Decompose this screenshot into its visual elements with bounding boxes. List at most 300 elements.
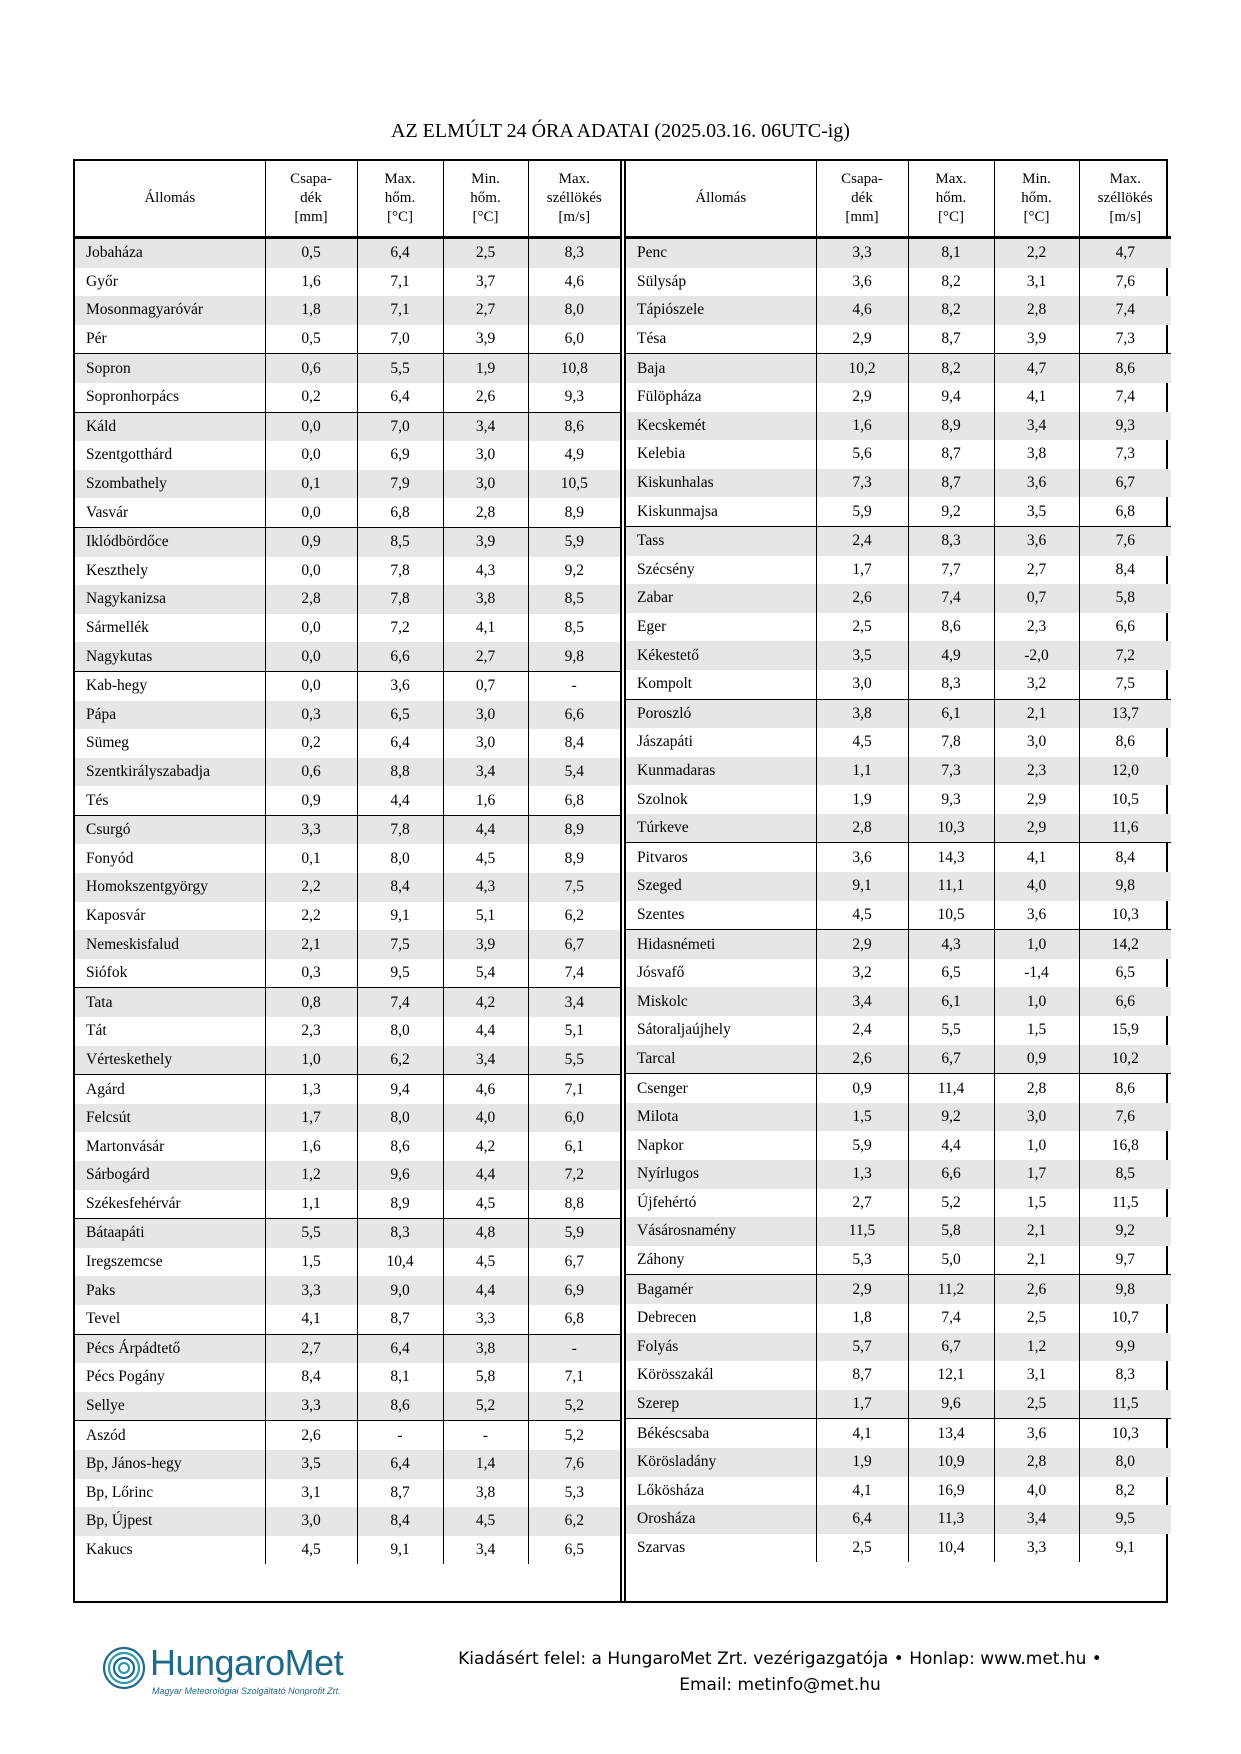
- station-name-cell: Agárd: [75, 1075, 265, 1104]
- station-name-cell: Sülysáp: [626, 268, 816, 297]
- max-gust-cell: 13,7: [1079, 699, 1171, 728]
- max-gust-cell: 7,3: [1079, 440, 1171, 469]
- station-name-cell: Jósvafő: [626, 959, 816, 988]
- precipitation-cell: 2,6: [816, 584, 908, 613]
- precipitation-cell: 0,0: [265, 614, 357, 643]
- max-gust-cell: 5,9: [528, 1219, 620, 1248]
- header-max-gust: Max. széllökés [m/s]: [528, 161, 620, 238]
- min-temp-cell: -1,4: [994, 959, 1079, 988]
- max-gust-cell: 8,9: [528, 844, 620, 873]
- min-temp-cell: 3,8: [994, 440, 1079, 469]
- table-row: [75, 1536, 620, 1565]
- max-temp-cell: 11,4: [908, 1074, 994, 1103]
- table-row: [75, 527, 620, 556]
- max-gust-cell: 9,5: [1079, 1505, 1171, 1534]
- min-temp-cell: -2,0: [994, 641, 1079, 670]
- table-row: [626, 1275, 1171, 1304]
- max-gust-cell: 5,1: [528, 1017, 620, 1046]
- precipitation-cell: 5,7: [816, 1333, 908, 1362]
- precipitation-cell: 1,7: [816, 1390, 908, 1419]
- precipitation-cell: 0,0: [265, 498, 357, 527]
- max-gust-cell: 7,5: [528, 873, 620, 902]
- min-temp-cell: 3,6: [994, 469, 1079, 498]
- max-gust-cell: 5,9: [528, 527, 620, 556]
- precipitation-cell: 1,2: [265, 1161, 357, 1190]
- max-temp-cell: 8,3: [908, 670, 994, 699]
- table-row: [626, 987, 1171, 1016]
- table-row: [626, 1333, 1171, 1362]
- min-temp-cell: 2,5: [994, 1390, 1079, 1419]
- min-temp-cell: 2,9: [994, 785, 1079, 814]
- max-temp-cell: 6,1: [908, 987, 994, 1016]
- station-name-cell: Paks: [75, 1276, 265, 1305]
- max-temp-cell: 8,7: [908, 325, 994, 354]
- table-row: [75, 1132, 620, 1161]
- table-row: [626, 440, 1171, 469]
- station-name-cell: Kelebia: [626, 440, 816, 469]
- station-name-cell: Miskolc: [626, 987, 816, 1016]
- table-row: [626, 930, 1171, 959]
- max-temp-cell: 9,5: [357, 959, 443, 988]
- precipitation-cell: 3,6: [816, 268, 908, 297]
- station-name-cell: Kiskunmajsa: [626, 497, 816, 526]
- precipitation-cell: 0,0: [265, 441, 357, 470]
- table-row: [75, 325, 620, 354]
- precipitation-cell: 5,9: [816, 1131, 908, 1160]
- max-gust-cell: 5,5: [528, 1046, 620, 1075]
- min-temp-cell: 3,4: [443, 1046, 528, 1075]
- table-row: [626, 901, 1171, 930]
- max-temp-cell: 8,3: [357, 1219, 443, 1248]
- max-gust-cell: 9,8: [1079, 1275, 1171, 1304]
- table-row: [626, 814, 1171, 843]
- station-name-cell: Kakucs: [75, 1536, 265, 1565]
- table-row: [75, 268, 620, 297]
- max-gust-cell: 7,3: [1079, 325, 1171, 354]
- max-gust-cell: 3,4: [528, 988, 620, 1017]
- max-gust-cell: 5,2: [528, 1421, 620, 1450]
- max-gust-cell: 8,3: [528, 238, 620, 268]
- table-row: [75, 758, 620, 787]
- min-temp-cell: 3,9: [994, 325, 1079, 354]
- max-gust-cell: 8,4: [1079, 843, 1171, 872]
- max-gust-cell: 5,4: [528, 758, 620, 787]
- precipitation-cell: 3,4: [816, 987, 908, 1016]
- max-gust-cell: 5,2: [528, 1392, 620, 1421]
- max-temp-cell: 6,6: [908, 1160, 994, 1189]
- max-gust-cell: 6,7: [528, 930, 620, 959]
- max-gust-cell: 9,2: [1079, 1217, 1171, 1246]
- station-name-cell: Túrkeve: [626, 814, 816, 843]
- table-row: [75, 1276, 620, 1305]
- min-temp-cell: 2,1: [994, 699, 1079, 728]
- max-temp-cell: 7,8: [357, 557, 443, 586]
- table-row: [626, 1246, 1171, 1275]
- station-name-cell: Martonvásár: [75, 1132, 265, 1161]
- precipitation-cell: 0,1: [265, 470, 357, 499]
- max-gust-cell: 8,3: [1079, 1361, 1171, 1390]
- table-row: [626, 1045, 1171, 1074]
- max-temp-cell: 6,4: [357, 238, 443, 268]
- max-gust-cell: 7,4: [1079, 296, 1171, 325]
- min-temp-cell: 4,3: [443, 557, 528, 586]
- min-temp-cell: 0,9: [994, 1045, 1079, 1074]
- precipitation-cell: 3,3: [265, 1276, 357, 1305]
- min-temp-cell: 1,6: [443, 786, 528, 815]
- precipitation-cell: 0,5: [265, 238, 357, 268]
- min-temp-cell: 3,1: [994, 1361, 1079, 1390]
- min-temp-cell: 1,0: [994, 1131, 1079, 1160]
- max-temp-cell: 4,4: [357, 786, 443, 815]
- max-gust-cell: 9,3: [528, 383, 620, 412]
- max-gust-cell: 7,6: [1079, 1103, 1171, 1132]
- table-row: [75, 585, 620, 614]
- min-temp-cell: 4,4: [443, 815, 528, 844]
- min-temp-cell: 4,0: [443, 1104, 528, 1133]
- station-name-cell: Vasvár: [75, 498, 265, 527]
- table-row: [626, 1103, 1171, 1132]
- max-gust-cell: 6,6: [528, 701, 620, 730]
- max-temp-cell: 6,4: [357, 1450, 443, 1479]
- precipitation-cell: 4,1: [816, 1419, 908, 1448]
- table-row: [626, 1189, 1171, 1218]
- precipitation-cell: 3,0: [816, 670, 908, 699]
- header-precipitation: Csapa- dék [mm]: [265, 161, 357, 238]
- max-temp-cell: 5,0: [908, 1246, 994, 1275]
- station-name-cell: Baja: [626, 354, 816, 383]
- precipitation-cell: 1,7: [816, 556, 908, 585]
- station-name-cell: Tés: [75, 786, 265, 815]
- station-name-cell: Bp, Újpest: [75, 1507, 265, 1536]
- table-row: [626, 641, 1171, 670]
- header-station: Állomás: [626, 161, 816, 238]
- table-row: [75, 412, 620, 441]
- max-temp-cell: 7,3: [908, 757, 994, 786]
- table-row: [75, 1161, 620, 1190]
- max-temp-cell: 9,3: [908, 785, 994, 814]
- min-temp-cell: 2,8: [443, 498, 528, 527]
- precipitation-cell: 0,3: [265, 701, 357, 730]
- table-row: [626, 1477, 1171, 1506]
- station-name-cell: Nyírlugos: [626, 1160, 816, 1189]
- precipitation-cell: 4,1: [816, 1477, 908, 1506]
- precipitation-cell: 1,1: [265, 1190, 357, 1219]
- precipitation-cell: 3,3: [265, 1392, 357, 1421]
- max-gust-cell: 8,9: [528, 498, 620, 527]
- min-temp-cell: 3,0: [443, 701, 528, 730]
- max-temp-cell: 10,5: [908, 901, 994, 930]
- max-gust-cell: 5,3: [528, 1479, 620, 1508]
- station-name-cell: Pécs Pogány: [75, 1363, 265, 1392]
- header-min-temp: Min. hőm. [°C]: [443, 161, 528, 238]
- header-max-gust: Max. széllökés [m/s]: [1079, 161, 1171, 238]
- min-temp-cell: 1,0: [994, 987, 1079, 1016]
- station-name-cell: Sármellék: [75, 614, 265, 643]
- precipitation-cell: 11,5: [816, 1217, 908, 1246]
- max-temp-cell: 7,4: [908, 584, 994, 613]
- precipitation-cell: 2,2: [265, 873, 357, 902]
- max-gust-cell: 8,6: [1079, 728, 1171, 757]
- max-temp-cell: 10,4: [357, 1248, 443, 1277]
- precipitation-cell: 3,8: [816, 699, 908, 728]
- station-name-cell: Tápiószele: [626, 296, 816, 325]
- table-row: [75, 238, 620, 268]
- max-temp-cell: 9,4: [908, 383, 994, 412]
- max-temp-cell: 9,1: [357, 902, 443, 931]
- table-row: [75, 1334, 620, 1363]
- table-row: [75, 844, 620, 873]
- table-row: [626, 1074, 1171, 1103]
- max-gust-cell: 10,3: [1079, 901, 1171, 930]
- min-temp-cell: 3,4: [443, 412, 528, 441]
- station-name-cell: Jobaháza: [75, 238, 265, 268]
- station-name-cell: Fülöpháza: [626, 383, 816, 412]
- station-name-cell: Bp, Lőrinc: [75, 1479, 265, 1508]
- precipitation-cell: 0,9: [265, 527, 357, 556]
- precipitation-cell: 1,1: [816, 757, 908, 786]
- max-temp-cell: 3,6: [357, 671, 443, 700]
- min-temp-cell: 4,8: [443, 1219, 528, 1248]
- max-temp-cell: 6,1: [908, 699, 994, 728]
- min-temp-cell: 2,3: [994, 613, 1079, 642]
- table-row: [75, 1190, 620, 1219]
- max-temp-cell: 5,8: [908, 1217, 994, 1246]
- table-row: [626, 613, 1171, 642]
- max-temp-cell: 8,2: [908, 354, 994, 383]
- min-temp-cell: 3,0: [994, 728, 1079, 757]
- max-gust-cell: 8,5: [528, 585, 620, 614]
- max-gust-cell: 6,8: [528, 1305, 620, 1334]
- station-name-cell: Iklódbördőce: [75, 527, 265, 556]
- table-row: [75, 988, 620, 1017]
- max-temp-cell: 11,1: [908, 872, 994, 901]
- min-temp-cell: 2,7: [994, 556, 1079, 585]
- station-name-cell: Tevel: [75, 1305, 265, 1334]
- station-name-cell: Győr: [75, 268, 265, 297]
- footer-publisher-line: Kiadásért felel: a HungaroMet Zrt. vezérigazgatója • Honlap: www.met.hu •: [458, 1649, 1102, 1669]
- station-name-cell: Szeged: [626, 872, 816, 901]
- precipitation-cell: 4,5: [816, 901, 908, 930]
- min-temp-cell: 4,1: [994, 383, 1079, 412]
- table-row: [75, 1421, 620, 1450]
- precipitation-cell: 2,1: [265, 930, 357, 959]
- max-temp-cell: 6,7: [908, 1045, 994, 1074]
- precipitation-cell: 0,0: [265, 671, 357, 700]
- table-row: [75, 383, 620, 412]
- station-name-cell: Milota: [626, 1103, 816, 1132]
- table-row: [626, 1505, 1171, 1534]
- min-temp-cell: 3,6: [994, 1419, 1079, 1448]
- max-gust-cell: 6,0: [528, 325, 620, 354]
- precipitation-cell: 2,6: [816, 1045, 908, 1074]
- max-gust-cell: 10,8: [528, 354, 620, 383]
- max-temp-cell: 7,8: [908, 728, 994, 757]
- max-temp-cell: 5,2: [908, 1189, 994, 1218]
- min-temp-cell: 3,3: [443, 1305, 528, 1334]
- table-row: [75, 441, 620, 470]
- table-row: [75, 296, 620, 325]
- max-gust-cell: 8,6: [1079, 1074, 1171, 1103]
- table-row: [75, 1507, 620, 1536]
- max-gust-cell: 6,8: [1079, 497, 1171, 526]
- min-temp-cell: 3,9: [443, 325, 528, 354]
- station-name-cell: Záhony: [626, 1246, 816, 1275]
- max-gust-cell: -: [528, 671, 620, 700]
- station-name-cell: Tésa: [626, 325, 816, 354]
- precipitation-cell: 2,9: [816, 325, 908, 354]
- precipitation-cell: 1,7: [265, 1104, 357, 1133]
- right-table-half: [624, 161, 1170, 1601]
- precipitation-cell: 2,7: [265, 1334, 357, 1363]
- station-name-cell: Jászapáti: [626, 728, 816, 757]
- max-temp-cell: 12,1: [908, 1361, 994, 1390]
- table-row: [626, 383, 1171, 412]
- max-temp-cell: 8,4: [357, 1507, 443, 1536]
- precipitation-cell: 6,4: [816, 1505, 908, 1534]
- min-temp-cell: 2,2: [994, 238, 1079, 268]
- table-row: [75, 1046, 620, 1075]
- max-temp-cell: 7,4: [357, 988, 443, 1017]
- max-temp-cell: 8,7: [908, 469, 994, 498]
- max-gust-cell: 9,8: [528, 642, 620, 671]
- precipitation-cell: 1,6: [265, 268, 357, 297]
- precipitation-cell: 1,9: [816, 785, 908, 814]
- table-row: [626, 1419, 1171, 1448]
- min-temp-cell: 2,8: [994, 296, 1079, 325]
- precipitation-cell: 0,9: [265, 786, 357, 815]
- max-gust-cell: 6,5: [1079, 959, 1171, 988]
- min-temp-cell: 3,3: [994, 1534, 1079, 1563]
- table-row: [75, 1075, 620, 1104]
- table-row: [75, 470, 620, 499]
- max-temp-cell: 8,7: [357, 1305, 443, 1334]
- table-row: [626, 268, 1171, 297]
- table-row: [626, 728, 1171, 757]
- min-temp-cell: 3,4: [994, 1505, 1079, 1534]
- max-gust-cell: 8,6: [528, 412, 620, 441]
- max-temp-cell: 7,9: [357, 470, 443, 499]
- max-gust-cell: 6,9: [528, 1276, 620, 1305]
- precipitation-cell: 3,0: [265, 1507, 357, 1536]
- max-temp-cell: 8,2: [908, 268, 994, 297]
- max-gust-cell: 6,6: [1079, 613, 1171, 642]
- precipitation-cell: 3,3: [816, 238, 908, 268]
- station-name-cell: Sárbogárd: [75, 1161, 265, 1190]
- table-row: [626, 296, 1171, 325]
- left-table-body: [75, 238, 620, 1565]
- max-gust-cell: 6,2: [528, 902, 620, 931]
- data-tables: [73, 159, 1168, 1603]
- station-name-cell: Kab-hegy: [75, 671, 265, 700]
- hungaromet-logo: [100, 1640, 360, 1700]
- precipitation-cell: 2,5: [816, 613, 908, 642]
- station-name-cell: Nagykutas: [75, 642, 265, 671]
- max-temp-cell: 7,0: [357, 325, 443, 354]
- max-temp-cell: 8,7: [357, 1479, 443, 1508]
- station-name-cell: Szentgotthárd: [75, 441, 265, 470]
- precipitation-cell: 7,3: [816, 469, 908, 498]
- max-gust-cell: 8,2: [1079, 1477, 1171, 1506]
- max-gust-cell: 7,6: [1079, 526, 1171, 555]
- max-temp-cell: 6,2: [357, 1046, 443, 1075]
- table-row: [75, 959, 620, 988]
- station-name-cell: Siófok: [75, 959, 265, 988]
- station-name-cell: Sátoraljaújhely: [626, 1016, 816, 1045]
- station-name-cell: Eger: [626, 613, 816, 642]
- table-row: [626, 699, 1171, 728]
- station-name-cell: Békéscsaba: [626, 1419, 816, 1448]
- precipitation-cell: 4,6: [816, 296, 908, 325]
- min-temp-cell: 4,3: [443, 873, 528, 902]
- precipitation-cell: 5,6: [816, 440, 908, 469]
- footer-text: [430, 1646, 1130, 1698]
- station-name-cell: Körösszakál: [626, 1361, 816, 1390]
- min-temp-cell: 2,8: [994, 1448, 1079, 1477]
- min-temp-cell: 3,2: [994, 670, 1079, 699]
- min-temp-cell: 4,5: [443, 844, 528, 873]
- precipitation-cell: 2,9: [816, 1275, 908, 1304]
- max-gust-cell: 8,5: [528, 614, 620, 643]
- min-temp-cell: 3,6: [994, 901, 1079, 930]
- min-temp-cell: 3,0: [443, 441, 528, 470]
- station-name-cell: Tát: [75, 1017, 265, 1046]
- precipitation-cell: 2,3: [265, 1017, 357, 1046]
- precipitation-cell: 0,2: [265, 383, 357, 412]
- station-name-cell: Bagamér: [626, 1275, 816, 1304]
- table-row: [626, 412, 1171, 441]
- max-temp-cell: 5,5: [908, 1016, 994, 1045]
- min-temp-cell: 2,6: [443, 383, 528, 412]
- max-temp-cell: 7,7: [908, 556, 994, 585]
- station-name-cell: Nemeskisfalud: [75, 930, 265, 959]
- min-temp-cell: 2,5: [994, 1304, 1079, 1333]
- min-temp-cell: 3,8: [443, 585, 528, 614]
- max-temp-cell: 8,6: [357, 1392, 443, 1421]
- precipitation-cell: 3,6: [816, 843, 908, 872]
- table-row: [626, 1304, 1171, 1333]
- min-temp-cell: 4,0: [994, 1477, 1079, 1506]
- max-temp-cell: 8,9: [908, 412, 994, 441]
- table-row: [626, 843, 1171, 872]
- precipitation-cell: 4,5: [265, 1536, 357, 1565]
- max-temp-cell: 7,2: [357, 614, 443, 643]
- max-temp-cell: 9,2: [908, 497, 994, 526]
- min-temp-cell: 4,1: [443, 614, 528, 643]
- header-max-temp: Max. hőm. [°C]: [908, 161, 994, 238]
- station-name-cell: Szombathely: [75, 470, 265, 499]
- min-temp-cell: 4,7: [994, 354, 1079, 383]
- logo-name: HungaroMet: [150, 1642, 344, 1683]
- min-temp-cell: 3,0: [994, 1103, 1079, 1132]
- precipitation-cell: 0,0: [265, 412, 357, 441]
- min-temp-cell: -: [443, 1421, 528, 1450]
- station-name-cell: Bp, János-hegy: [75, 1450, 265, 1479]
- table-row: [75, 557, 620, 586]
- max-gust-cell: 6,0: [528, 1104, 620, 1133]
- precipitation-cell: 2,4: [816, 1016, 908, 1045]
- max-temp-cell: 9,2: [908, 1103, 994, 1132]
- precipitation-cell: 1,6: [816, 412, 908, 441]
- station-name-cell: Napkor: [626, 1131, 816, 1160]
- station-name-cell: Nagykanizsa: [75, 585, 265, 614]
- precipitation-cell: 1,5: [816, 1103, 908, 1132]
- precipitation-cell: 3,2: [816, 959, 908, 988]
- max-temp-cell: 8,0: [357, 1104, 443, 1133]
- station-name-cell: Pitvaros: [626, 843, 816, 872]
- precipitation-cell: 2,6: [265, 1421, 357, 1450]
- min-temp-cell: 1,9: [443, 354, 528, 383]
- min-temp-cell: 4,1: [994, 843, 1079, 872]
